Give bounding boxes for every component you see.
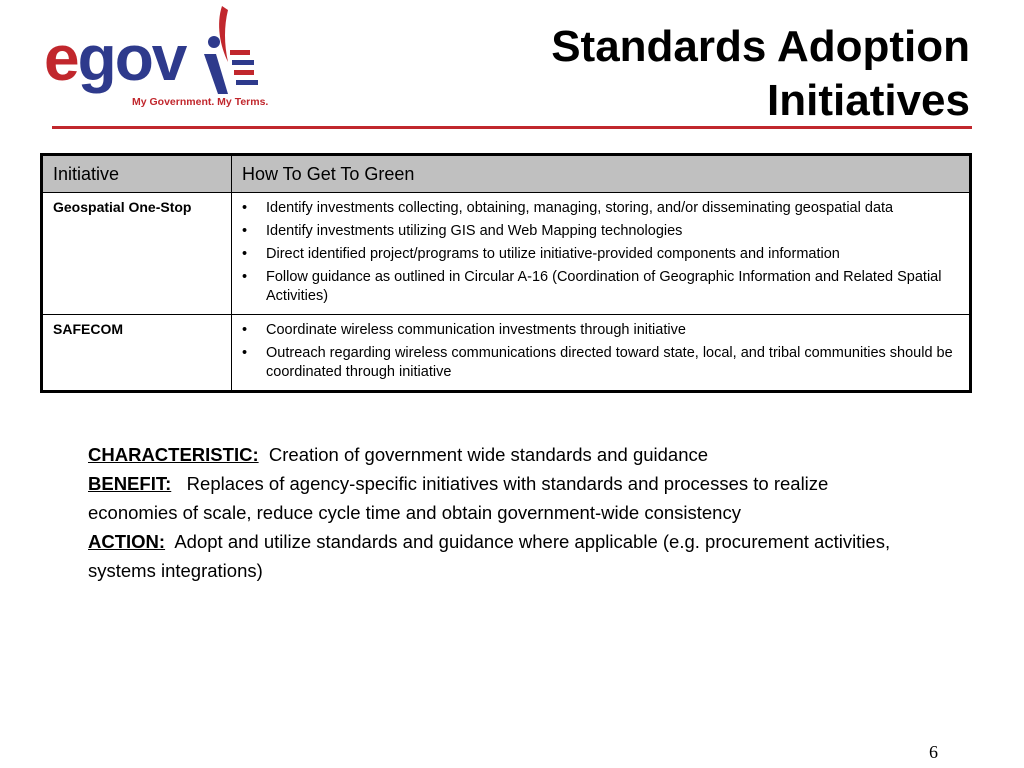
slide-title-line2: Initiatives bbox=[767, 76, 970, 125]
summary-text bbox=[88, 440, 908, 585]
initiative-steps bbox=[232, 193, 971, 315]
slide-title-line1: Standards Adoption bbox=[551, 22, 970, 71]
action-text: Adopt and utilize standards and guidance where applicable (e.g. procurement activities, systems integrations) bbox=[88, 531, 891, 581]
benefit-label: BENEFIT: bbox=[88, 473, 172, 494]
characteristic-paragraph bbox=[88, 440, 908, 469]
list-item: • Direct identified project/programs to utilize initiative-provided components and information bbox=[242, 245, 959, 264]
initiatives-table bbox=[40, 153, 972, 393]
action-label: ACTION: bbox=[88, 531, 166, 552]
page-number: 6 bbox=[929, 742, 938, 762]
header-initiative: Initiative bbox=[42, 155, 232, 193]
title-divider bbox=[52, 126, 972, 129]
header-how-to-get-to-green: How To Get To Green bbox=[232, 155, 971, 193]
list-item: • Outreach regarding wireless communications directed toward state, local, and tribal communities should be coordinated through initiative bbox=[242, 344, 959, 382]
steps-list bbox=[242, 199, 959, 306]
logo-figure-icon bbox=[194, 4, 264, 104]
list-item: • Identify investments collecting, obtaining, managing, storing, and/or disseminating geospatial data bbox=[242, 199, 959, 218]
action-paragraph bbox=[88, 527, 908, 585]
table-row bbox=[42, 315, 971, 392]
steps-list bbox=[242, 321, 959, 382]
slide-title bbox=[551, 20, 970, 128]
logo-tagline: My Government. My Terms. bbox=[132, 96, 269, 108]
egov-logo bbox=[44, 4, 269, 114]
list-item: • Follow guidance as outlined in Circular A-16 (Coordination of Geographic Information and Related Spatial Activities) bbox=[242, 268, 959, 306]
characteristic-label: CHARACTERISTIC: bbox=[88, 444, 259, 465]
initiative-steps bbox=[232, 315, 971, 392]
table-header-row bbox=[42, 155, 971, 193]
benefit-text: Replaces of agency-specific initiatives with standards and processes to realize economies of scale, reduce cycle time and obtain government-wide consistency bbox=[88, 473, 829, 523]
characteristic-text: Creation of government wide standards and guidance bbox=[268, 444, 709, 465]
benefit-paragraph bbox=[88, 469, 908, 527]
logo-wordmark: egov bbox=[44, 22, 186, 94]
initiative-name: Geospatial One-Stop bbox=[42, 193, 232, 315]
table-row bbox=[42, 193, 971, 315]
initiative-name: SAFECOM bbox=[42, 315, 232, 392]
list-item: • Coordinate wireless communication investments through initiative bbox=[242, 321, 959, 340]
list-item: • Identify investments utilizing GIS and Web Mapping technologies bbox=[242, 222, 959, 241]
